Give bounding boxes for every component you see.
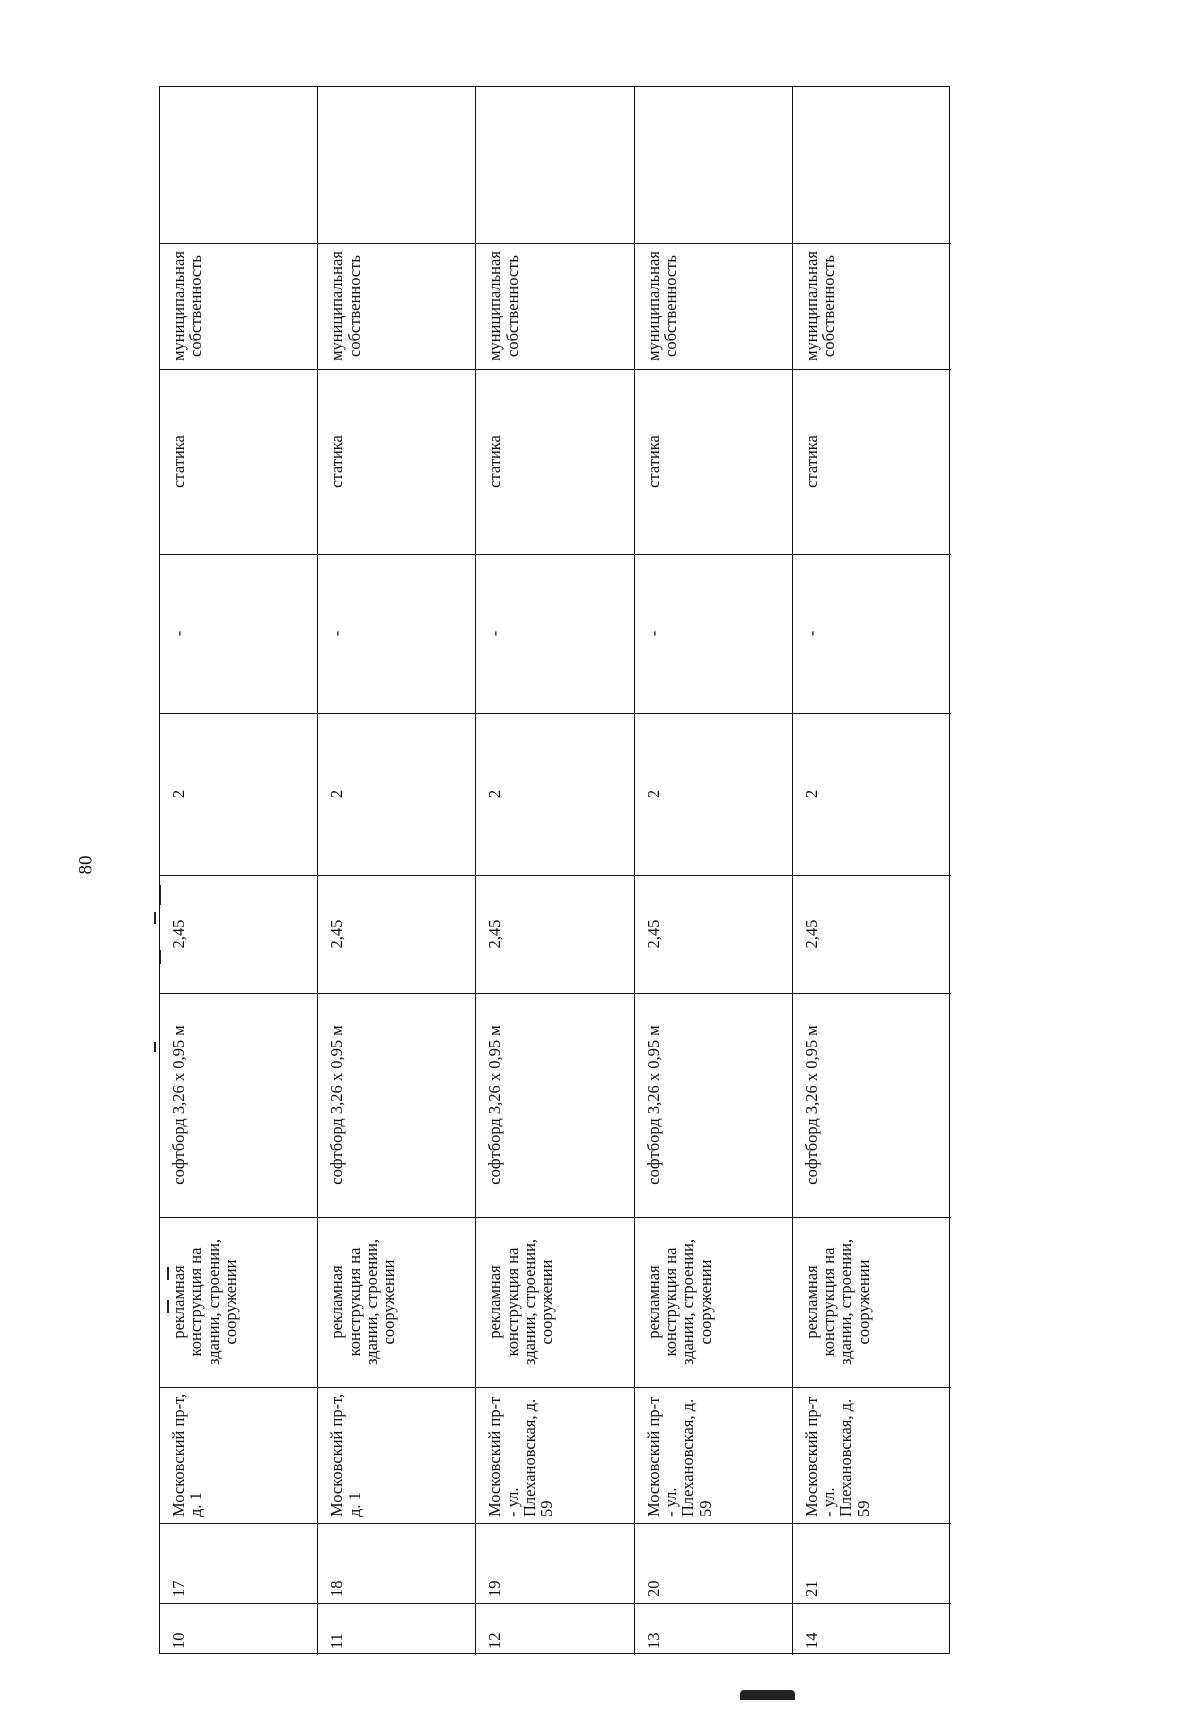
area-cell: 2,45 [476,875,634,993]
row-number-cell: 10 [160,1603,318,1655]
row-number-cell: 12 [476,1603,634,1655]
ownership-cell: муниципальная собственность [160,243,318,369]
sides-cell: 2 [476,713,634,875]
blank-cell [793,87,951,243]
advertising-structures-table [159,86,950,1654]
display-mode-cell: статика [635,369,793,554]
address-cell: Московский пр-т, д. 1 [318,1387,476,1523]
empty-value-cell: - [793,554,951,713]
row-number-cell: 14 [793,1603,951,1655]
structure-id-cell: 20 [635,1523,793,1603]
blank-cell [635,87,793,243]
format-cell: софтборд 3,26 х 0,95 м [635,993,793,1217]
empty-value-cell: - [318,554,476,713]
structure-type-cell: рекламная конструкция на здании, строении, сооружении [160,1217,318,1387]
structure-type-cell: рекламная конструкция на здании, строении, сооружении [476,1217,634,1387]
row-number-cell: 11 [318,1603,476,1655]
display-mode-cell: статика [160,369,318,554]
row-number-cell: 13 [635,1603,793,1655]
rotated-table-grid [160,87,951,1655]
address-cell: Московский пр-т - ул. Плехановская, д. 59 [635,1387,793,1523]
format-cell: софтборд 3,26 х 0,95 м [476,993,634,1217]
empty-value-cell: - [476,554,634,713]
ownership-cell: муниципальная собственность [793,243,951,369]
sides-cell: 2 [160,713,318,875]
area-cell: 2,45 [793,875,951,993]
ownership-cell: муниципальная собственность [476,243,634,369]
format-cell: софтборд 3,26 х 0,95 м [318,993,476,1217]
blank-cell [160,87,318,243]
empty-value-cell: - [160,554,318,713]
address-cell: Московский пр-т - ул. Плехановская, д. 59 [793,1387,951,1523]
area-cell: 2,45 [160,875,318,993]
sides-cell: 2 [635,713,793,875]
scan-mark [154,1042,156,1052]
structure-id-cell: 17 [160,1523,318,1603]
blank-cell [318,87,476,243]
structure-id-cell: 21 [793,1523,951,1603]
sides-cell: 2 [318,713,476,875]
display-mode-cell: статика [318,369,476,554]
format-cell: софтборд 3,26 х 0,95 м [793,993,951,1217]
address-cell: Московский пр-т, д. 1 [160,1387,318,1523]
format-cell: софтборд 3,26 х 0,95 м [160,993,318,1217]
structure-id-cell: 19 [476,1523,634,1603]
structure-id-cell: 18 [318,1523,476,1603]
sides-cell: 2 [793,713,951,875]
address-cell: Московский пр-т - ул. Плехановская, д. 59 [476,1387,634,1523]
area-cell: 2,45 [635,875,793,993]
structure-type-cell: рекламная конструкция на здании, строении, сооружении [318,1217,476,1387]
structure-type-cell: рекламная конструкция на здании, строении, сооружении [793,1217,951,1387]
ownership-cell: муниципальная собственность [635,243,793,369]
ownership-cell: муниципальная собственность [318,243,476,369]
page-number: 80 [75,855,97,875]
empty-value-cell: - [635,554,793,713]
scan-smudge [740,1690,795,1700]
display-mode-cell: статика [793,369,951,554]
structure-type-cell: рекламная конструкция на здании, строении, сооружении [635,1217,793,1387]
area-cell: 2,45 [318,875,476,993]
scan-mark [154,912,156,924]
display-mode-cell: статика [476,369,634,554]
blank-cell [476,87,634,243]
